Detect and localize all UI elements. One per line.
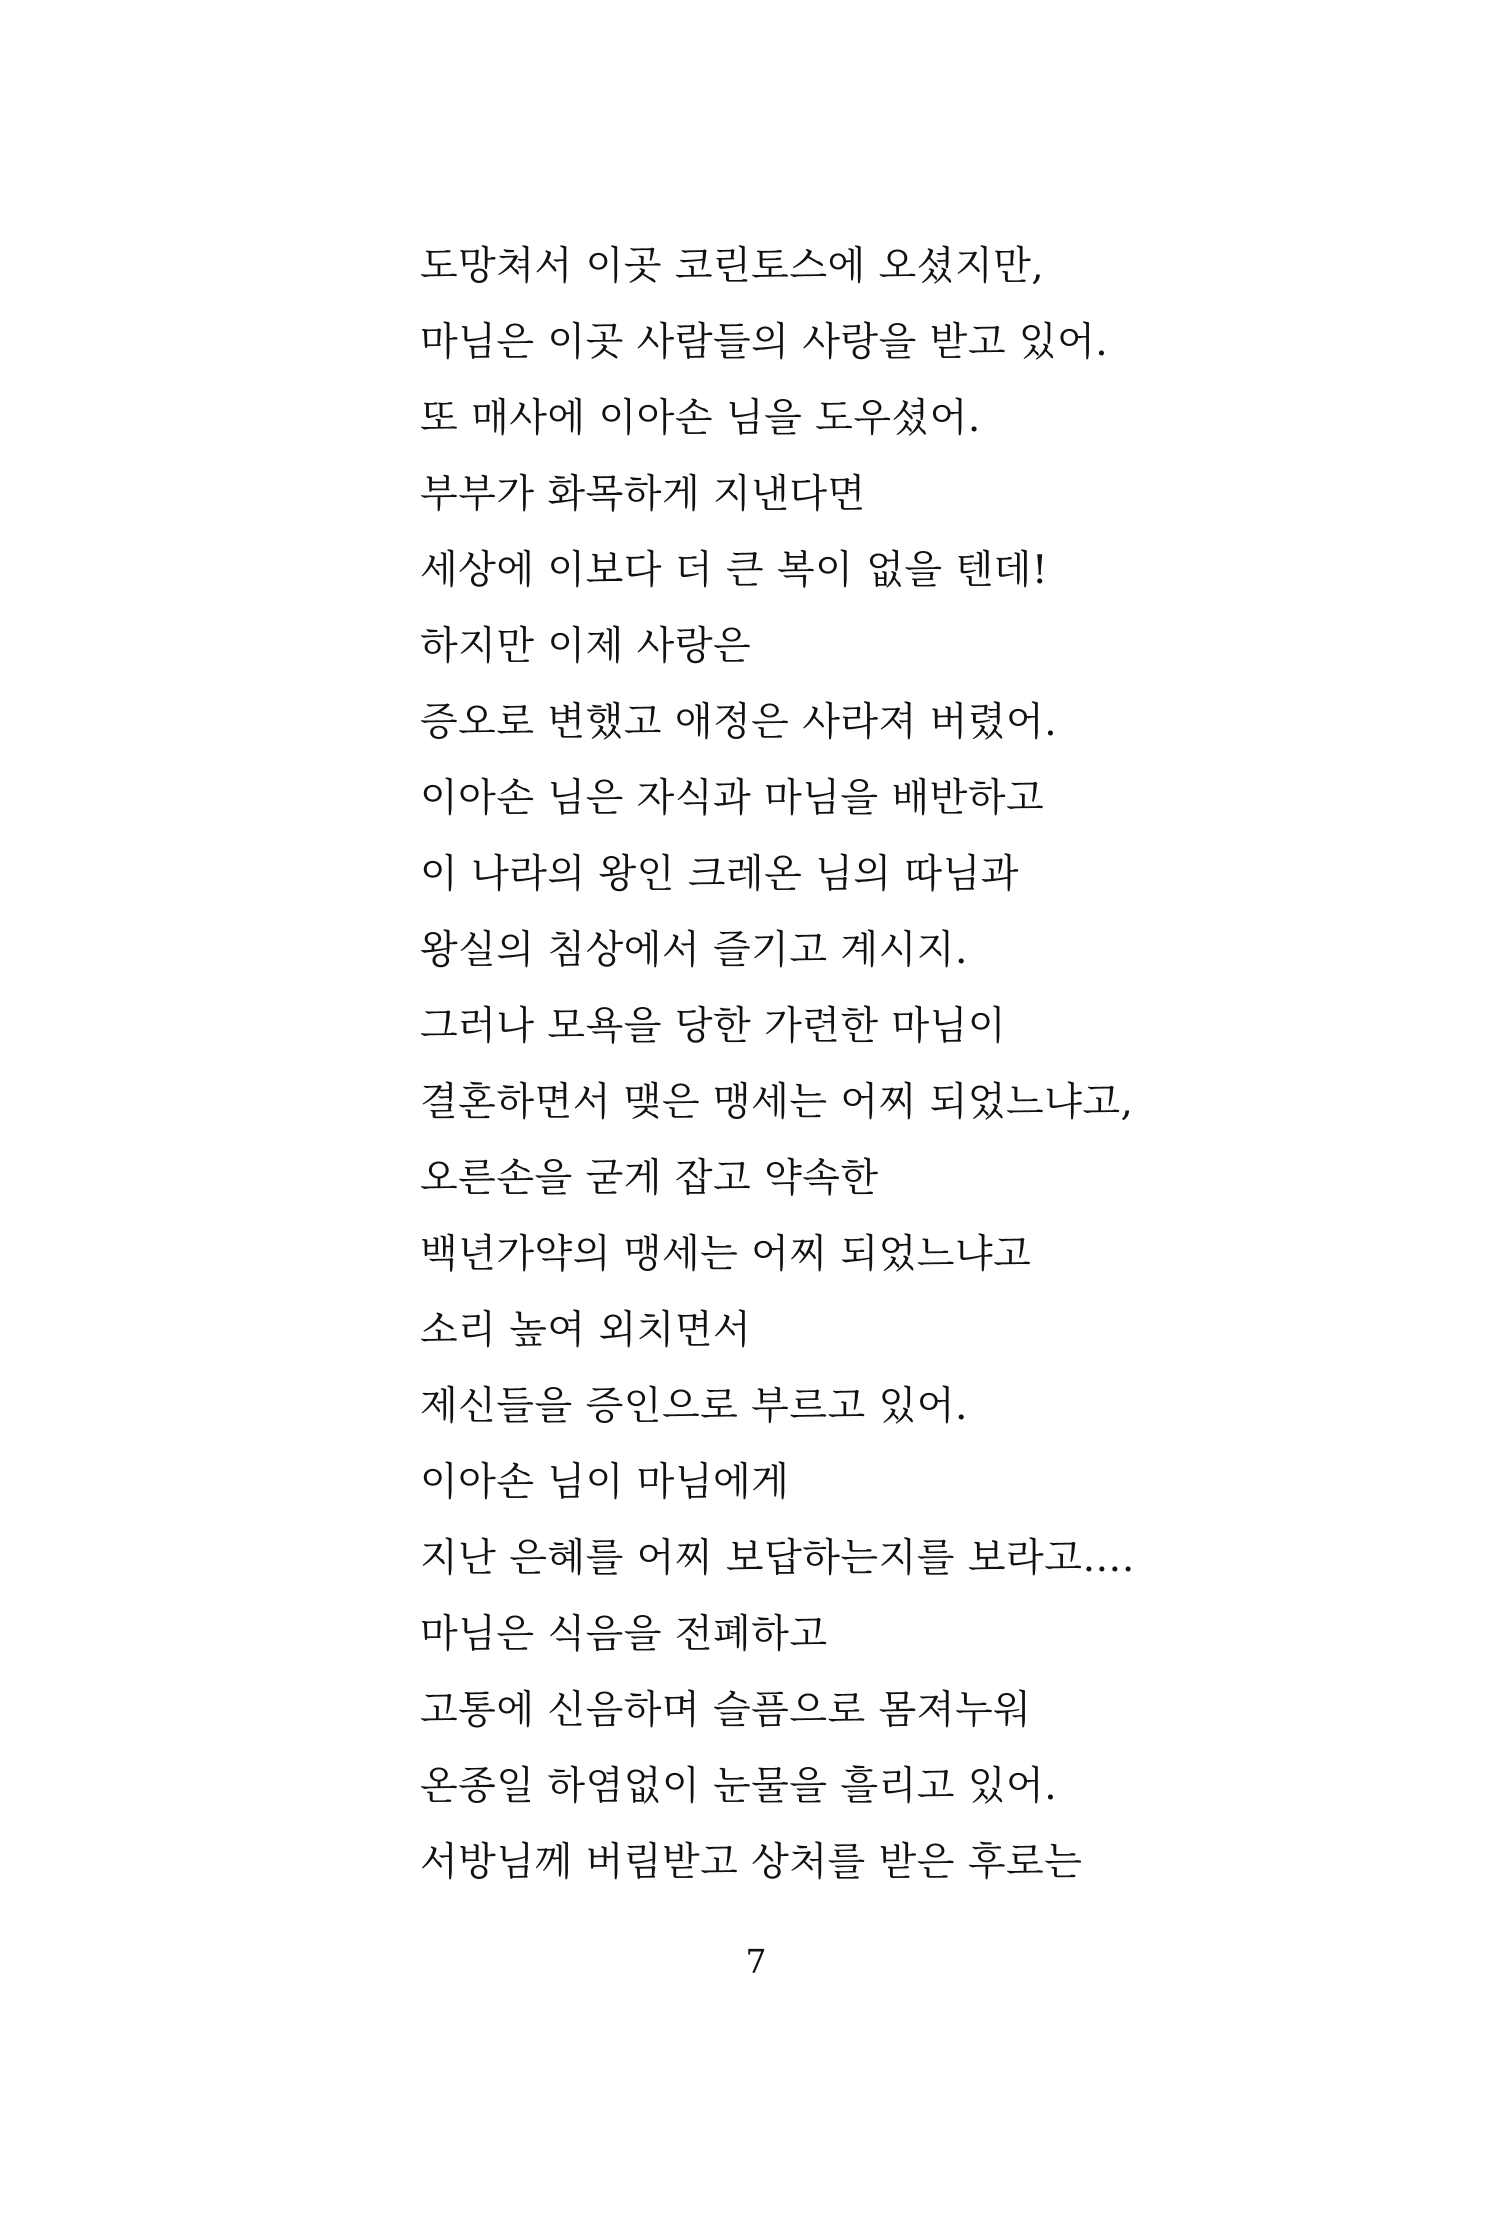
- text-line: 이아손 님은 자식과 마님을 배반하고: [420, 776, 1045, 821]
- text-line: 그러나 모욕을 당한 가련한 마님이: [420, 1004, 1007, 1049]
- poem-text: [420, 235, 1320, 1907]
- text-line: 온종일 하염없이 눈물을 흘리고 있어.: [420, 1764, 1058, 1809]
- text-line: 마님은 식음을 전폐하고: [420, 1612, 828, 1657]
- text-line: 이아손 님이 마님에게: [420, 1460, 790, 1505]
- text-line: 결혼하면서 맺은 맹세는 어찌 되었느냐고,: [420, 1080, 1134, 1125]
- text-line: 백년가약의 맹세는 어찌 되었느냐고: [420, 1232, 1032, 1277]
- text-line: 오른손을 굳게 잡고 약속한: [420, 1156, 879, 1201]
- text-line: 고통에 신음하며 슬픔으로 몸져누워: [420, 1688, 1032, 1733]
- text-line: 도망쳐서 이곳 코린토스에 오셨지만,: [420, 244, 1045, 289]
- text-line: 이 나라의 왕인 크레온 님의 따님과: [420, 852, 1019, 897]
- text-line: 제신들을 증인으로 부르고 있어.: [420, 1384, 968, 1429]
- text-line: 또 매사에 이아손 님을 도우셨어.: [420, 396, 981, 441]
- text-line: 왕실의 침상에서 즐기고 계시지.: [420, 928, 968, 973]
- text-line: 마님은 이곳 사람들의 사랑을 받고 있어.: [420, 320, 1109, 365]
- text-line: 서방님께 버림받고 상처를 받은 후로는: [420, 1840, 1083, 1885]
- text-line: 소리 높여 외치면서: [420, 1308, 752, 1353]
- text-line: 지난 은혜를 어찌 보답하는지를 보라고….: [420, 1536, 1135, 1581]
- text-line: 부부가 화목하게 지낸다면: [420, 472, 866, 517]
- text-line: 세상에 이보다 더 큰 복이 없을 텐데!: [420, 548, 1048, 593]
- text-line: 하지만 이제 사랑은: [420, 624, 752, 669]
- page-number: 7: [745, 1942, 767, 1981]
- text-line: 증오로 변했고 애정은 사라져 버렸어.: [420, 700, 1058, 745]
